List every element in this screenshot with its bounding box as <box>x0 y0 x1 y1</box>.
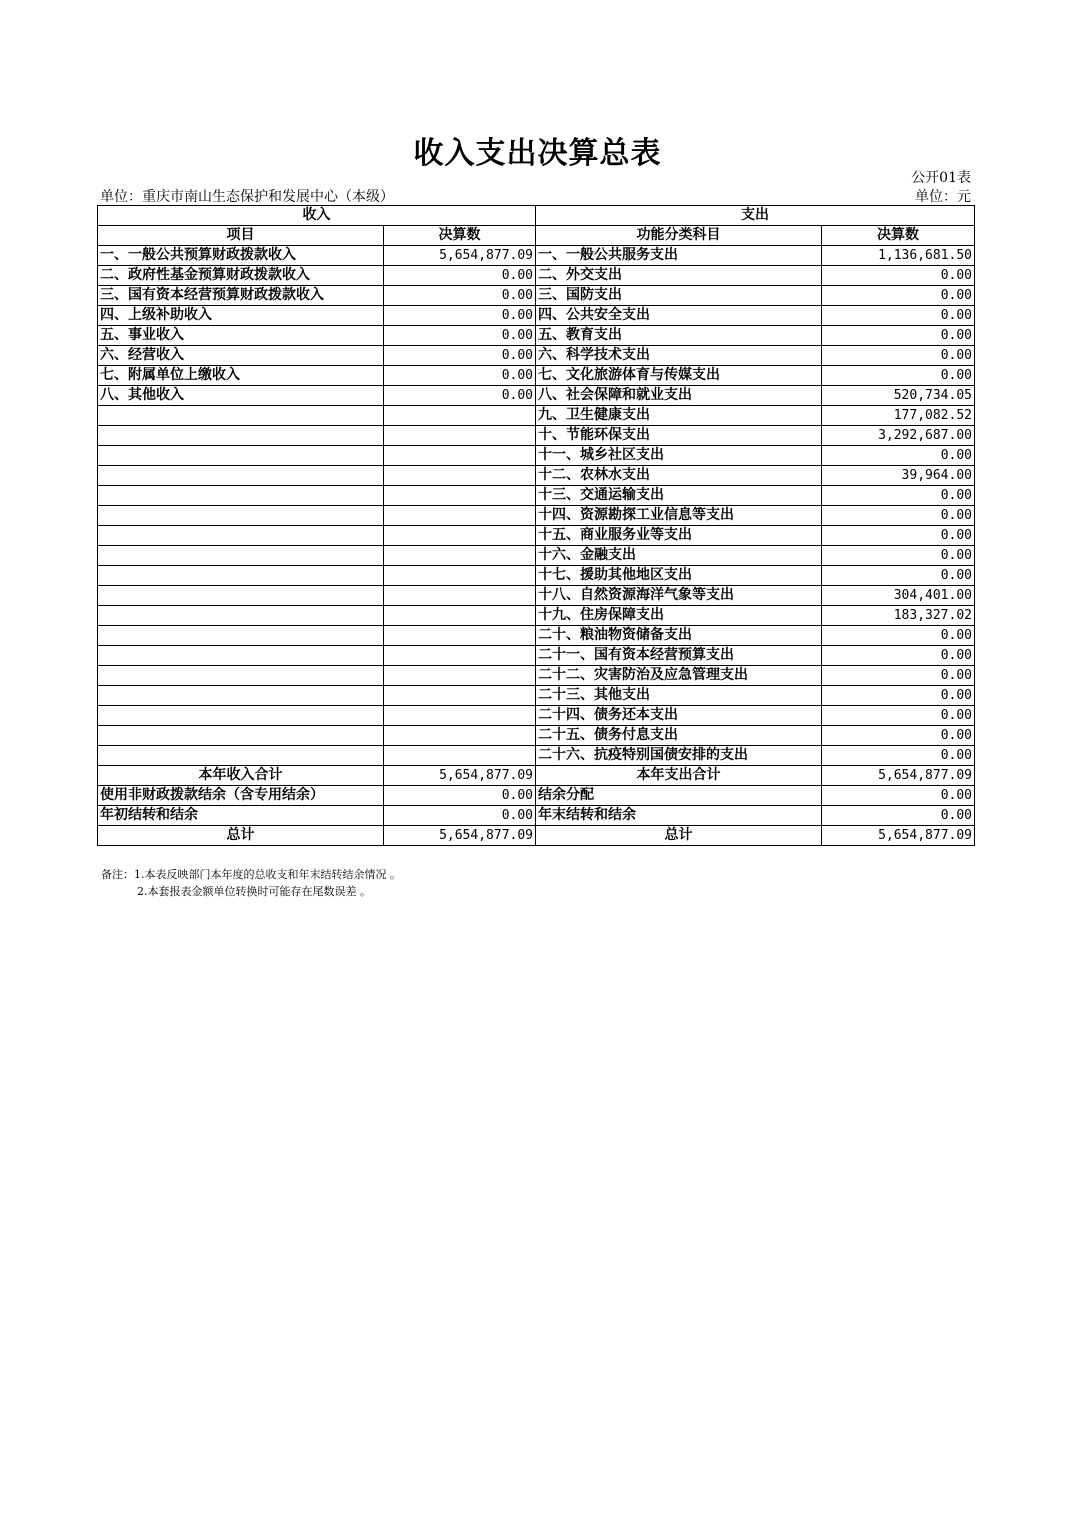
expense-item-label: 十二、农林水支出 <box>536 466 822 486</box>
table-header-row <box>98 226 975 246</box>
income-item-label: 六、经营收入 <box>98 346 384 366</box>
expense-item-label: 二十三、其他支出 <box>536 686 822 706</box>
income-item-label <box>98 466 384 486</box>
expense-item-value: 0.00 <box>822 666 975 686</box>
table-body <box>98 246 975 766</box>
expense-item-label: 十、节能环保支出 <box>536 426 822 446</box>
table-row <box>98 726 975 746</box>
expense-item-value: 0.00 <box>822 526 975 546</box>
expense-item-label: 十六、金融支出 <box>536 546 822 566</box>
income-item-value <box>384 546 536 566</box>
expense-item-label: 三、国防支出 <box>536 286 822 306</box>
unit-organization: 单位：重庆市南山生态保护和发展中心（本级） <box>100 189 394 205</box>
notes <box>101 866 401 900</box>
income-item-label <box>98 646 384 666</box>
expense-item-value: 0.00 <box>822 286 975 306</box>
expense-item-label: 一、一般公共服务支出 <box>536 246 822 266</box>
expense-item-label: 七、文化旅游体育与传媒支出 <box>536 366 822 386</box>
income-item-label <box>98 526 384 546</box>
income-item-label <box>98 686 384 706</box>
expense-item-value: 3,292,687.00 <box>822 426 975 446</box>
func-item-header: 功能分类科目 <box>536 226 822 246</box>
expense-item-value: 304,401.00 <box>822 586 975 606</box>
income-item-label: 一、一般公共预算财政拨款收入 <box>98 246 384 266</box>
grand-total-row <box>98 826 975 846</box>
expense-item-value: 0.00 <box>822 306 975 326</box>
expense-item-value: 0.00 <box>822 486 975 506</box>
income-item-label <box>98 706 384 726</box>
table-row <box>98 706 975 726</box>
expense-item-label: 二十五、债务付息支出 <box>536 726 822 746</box>
income-item-label: 七、附属单位上缴收入 <box>98 366 384 386</box>
begin-carry-value: 0.00 <box>384 806 536 826</box>
table-row <box>98 746 975 766</box>
table-row <box>98 366 975 386</box>
income-item-value: 0.00 <box>384 326 536 346</box>
table-row <box>98 406 975 426</box>
expense-item-value: 1,136,681.50 <box>822 246 975 266</box>
income-item-value: 5,654,877.09 <box>384 246 536 266</box>
income-item-label: 三、国有资本经营预算财政拨款收入 <box>98 286 384 306</box>
expense-item-label: 十七、援助其他地区支出 <box>536 566 822 586</box>
nonfiscal-row <box>98 786 975 806</box>
income-item-label <box>98 746 384 766</box>
income-item-value <box>384 646 536 666</box>
income-item-value: 0.00 <box>384 286 536 306</box>
income-item-value <box>384 746 536 766</box>
table-row <box>98 586 975 606</box>
nonfiscal-label: 使用非财政拨款结余（含专用结余） <box>98 786 384 806</box>
expense-item-value: 520,734.05 <box>822 386 975 406</box>
carry-row <box>98 806 975 826</box>
year-expense-label: 本年支出合计 <box>536 766 822 786</box>
grand-income-value: 5,654,877.09 <box>384 826 536 846</box>
income-item-label <box>98 506 384 526</box>
table-row <box>98 266 975 286</box>
income-item-value: 0.00 <box>384 366 536 386</box>
income-item-value <box>384 506 536 526</box>
expense-header: 支出 <box>536 206 975 226</box>
income-item-value <box>384 726 536 746</box>
surplus-dist-value: 0.00 <box>822 786 975 806</box>
year-total-row <box>98 766 975 786</box>
end-carry-value: 0.00 <box>822 806 975 826</box>
expense-item-value: 0.00 <box>822 266 975 286</box>
income-item-value: 0.00 <box>384 306 536 326</box>
expense-item-label: 二十一、国有资本经营预算支出 <box>536 646 822 666</box>
page-title: 收入支出决算总表 <box>413 136 662 171</box>
year-expense-value: 5,654,877.09 <box>822 766 975 786</box>
table-row <box>98 486 975 506</box>
grand-expense-label: 总计 <box>536 826 822 846</box>
expense-item-value: 0.00 <box>822 686 975 706</box>
table-header-group-row <box>98 206 975 226</box>
income-item-label <box>98 726 384 746</box>
expense-item-value: 0.00 <box>822 646 975 666</box>
income-item-label <box>98 626 384 646</box>
table-row <box>98 386 975 406</box>
expense-item-label: 十九、住房保障支出 <box>536 606 822 626</box>
income-item-label <box>98 486 384 506</box>
income-item-label <box>98 566 384 586</box>
table-row <box>98 306 975 326</box>
income-item-value <box>384 626 536 646</box>
expense-item-label: 十八、自然资源海洋气象等支出 <box>536 586 822 606</box>
table-row <box>98 646 975 666</box>
income-item-value <box>384 566 536 586</box>
income-item-label <box>98 606 384 626</box>
amount-header: 决算数 <box>384 226 536 246</box>
table-row <box>98 546 975 566</box>
income-item-label <box>98 666 384 686</box>
expense-item-value: 0.00 <box>822 506 975 526</box>
income-item-label: 八、其他收入 <box>98 386 384 406</box>
expense-item-value: 0.00 <box>822 626 975 646</box>
expense-item-value: 39,964.00 <box>822 466 975 486</box>
expense-item-value: 0.00 <box>822 706 975 726</box>
income-item-label <box>98 426 384 446</box>
expense-item-label: 十三、交通运输支出 <box>536 486 822 506</box>
grand-income-label: 总计 <box>98 826 384 846</box>
expense-item-value: 0.00 <box>822 326 975 346</box>
expense-item-value: 0.00 <box>822 346 975 366</box>
year-income-value: 5,654,877.09 <box>384 766 536 786</box>
income-item-value: 0.00 <box>384 266 536 286</box>
income-item-label <box>98 586 384 606</box>
expense-item-value: 0.00 <box>822 546 975 566</box>
income-header: 收入 <box>98 206 536 226</box>
table-row <box>98 626 975 646</box>
note-2: 2.本套报表金额单位转换时可能存在尾数误差 。 <box>137 885 371 898</box>
income-item-label <box>98 446 384 466</box>
income-item-value: 0.00 <box>384 346 536 366</box>
expense-item-label: 二、外交支出 <box>536 266 822 286</box>
income-item-value <box>384 406 536 426</box>
table-row <box>98 246 975 266</box>
table-row <box>98 446 975 466</box>
expense-item-label: 五、教育支出 <box>536 326 822 346</box>
expense-item-label: 二十、粮油物资储备支出 <box>536 626 822 646</box>
expense-item-value: 183,327.02 <box>822 606 975 626</box>
expense-item-value: 0.00 <box>822 726 975 746</box>
income-item-value <box>384 486 536 506</box>
expense-item-value: 177,082.52 <box>822 406 975 426</box>
expense-item-label: 二十四、债务还本支出 <box>536 706 822 726</box>
income-item-value <box>384 706 536 726</box>
expense-item-label: 八、社会保障和就业支出 <box>536 386 822 406</box>
note-1: 备注：1.本表反映部门本年度的总收支和年末结转结余情况 。 <box>101 868 401 881</box>
expense-item-label: 六、科学技术支出 <box>536 346 822 366</box>
table-row <box>98 506 975 526</box>
amount-header-2: 决算数 <box>822 226 975 246</box>
table-row <box>98 666 975 686</box>
summary-table <box>97 205 975 846</box>
surplus-dist-label: 结余分配 <box>536 786 822 806</box>
income-item-value <box>384 666 536 686</box>
expense-item-label: 二十六、抗疫特别国债安排的支出 <box>536 746 822 766</box>
table-row <box>98 526 975 546</box>
expense-item-label: 四、公共安全支出 <box>536 306 822 326</box>
table-row <box>98 286 975 306</box>
expense-item-value: 0.00 <box>822 566 975 586</box>
end-carry-label: 年末结转和结余 <box>536 806 822 826</box>
table-totals <box>98 766 975 846</box>
unit-line <box>100 186 971 204</box>
income-item-label: 五、事业收入 <box>98 326 384 346</box>
income-item-label <box>98 546 384 566</box>
income-item-value <box>384 686 536 706</box>
expense-item-value: 0.00 <box>822 366 975 386</box>
expense-item-label: 二十二、灾害防治及应急管理支出 <box>536 666 822 686</box>
expense-item-value: 0.00 <box>822 746 975 766</box>
income-item-label: 四、上级补助收入 <box>98 306 384 326</box>
form-number: 公开01表 <box>911 170 971 186</box>
income-item-value <box>384 426 536 446</box>
table-row <box>98 346 975 366</box>
table-row <box>98 426 975 446</box>
expense-item-label: 十五、商业服务业等支出 <box>536 526 822 546</box>
begin-carry-label: 年初结转和结余 <box>98 806 384 826</box>
year-income-label: 本年收入合计 <box>98 766 384 786</box>
income-item-value <box>384 586 536 606</box>
table-row <box>98 466 975 486</box>
nonfiscal-value: 0.00 <box>384 786 536 806</box>
table-row <box>98 326 975 346</box>
income-item-label <box>98 406 384 426</box>
expense-item-label: 十四、资源勘探工业信息等支出 <box>536 506 822 526</box>
expense-item-value: 0.00 <box>822 446 975 466</box>
unit-currency: 单位：元 <box>915 189 971 205</box>
income-item-value: 0.00 <box>384 386 536 406</box>
income-item-value <box>384 606 536 626</box>
expense-item-label: 十一、城乡社区支出 <box>536 446 822 466</box>
income-item-label: 二、政府性基金预算财政拨款收入 <box>98 266 384 286</box>
table-row <box>98 686 975 706</box>
table-row <box>98 606 975 626</box>
income-item-value <box>384 526 536 546</box>
table-row <box>98 566 975 586</box>
expense-item-label: 九、卫生健康支出 <box>536 406 822 426</box>
income-item-value <box>384 466 536 486</box>
grand-expense-value: 5,654,877.09 <box>822 826 975 846</box>
item-header: 项目 <box>98 226 384 246</box>
income-item-value <box>384 446 536 466</box>
